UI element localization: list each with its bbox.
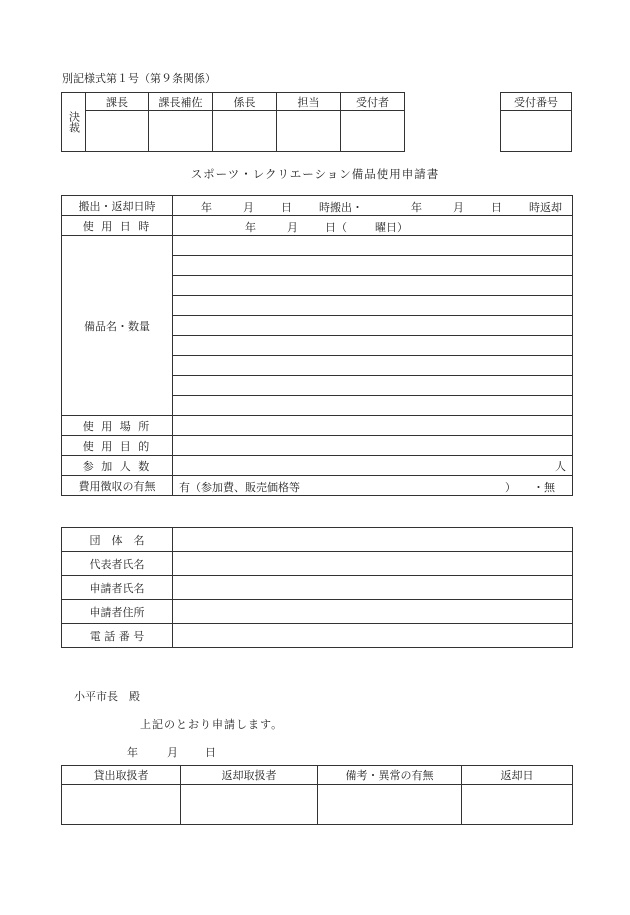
approval-col-kacho: 課長 <box>86 93 149 111</box>
use-date-day: 日（ <box>325 221 347 234</box>
group-name-field[interactable] <box>173 528 573 552</box>
participants-label: 参 加 人 数 <box>62 456 173 476</box>
applicant-name-field[interactable] <box>173 576 573 600</box>
equipment-line[interactable] <box>173 256 573 276</box>
carry-out-month: 月 <box>243 201 254 214</box>
carry-out-time: 時搬出・ <box>319 201 363 214</box>
carry-label: 搬出・返却日時 <box>62 196 173 216</box>
carry-datetime-field[interactable] <box>173 196 573 216</box>
remarks-field[interactable] <box>318 785 462 825</box>
returner-label: 返却取扱者 <box>181 766 318 785</box>
fee-close-paren: ） <box>505 481 516 494</box>
form-title: スポーツ・レクリエーション備品使用申請書 <box>190 167 440 181</box>
stamp-cell[interactable] <box>341 111 405 152</box>
handling-table <box>61 765 573 825</box>
fee-label: 費用徴収の有無 <box>62 476 173 496</box>
returner-field[interactable] <box>181 785 318 825</box>
main-table <box>61 195 573 496</box>
place-field[interactable] <box>173 416 573 436</box>
approval-col-kakaricho: 係長 <box>213 93 277 111</box>
equipment-line[interactable] <box>173 236 573 256</box>
return-year: 年 <box>411 201 422 214</box>
return-date-field[interactable] <box>462 785 573 825</box>
equipment-line[interactable] <box>173 276 573 296</box>
fee-yes-text: 有（参加費、販売価格等 <box>179 481 300 494</box>
use-date-year: 年 <box>245 221 256 234</box>
carry-out-day: 日 <box>281 201 292 214</box>
date-year: 年 <box>127 746 138 759</box>
return-month: 月 <box>453 201 464 214</box>
date-day: 日 <box>205 746 216 759</box>
return-day: 日 <box>491 201 502 214</box>
equipment-line[interactable] <box>173 376 573 396</box>
statement: 上記のとおり申請します。 <box>140 718 284 731</box>
use-date-label: 使 用 日 時 <box>62 216 173 236</box>
place-label: 使 用 場 所 <box>62 416 173 436</box>
date-month: 月 <box>167 746 178 759</box>
representative-field[interactable] <box>173 552 573 576</box>
equipment-line[interactable] <box>173 296 573 316</box>
stamp-cell[interactable] <box>149 111 213 152</box>
fee-field[interactable] <box>173 476 573 496</box>
phone-field[interactable] <box>173 624 573 648</box>
participants-unit: 人 <box>555 459 566 473</box>
receipt-number-label: 受付番号 <box>501 93 572 111</box>
equipment-line[interactable] <box>173 336 573 356</box>
purpose-field[interactable] <box>173 436 573 456</box>
approval-table <box>61 92 405 152</box>
fee-no-text: ・無 <box>533 481 555 494</box>
group-name-label: 団 体 名 <box>62 528 173 552</box>
applicant-address-field[interactable] <box>173 600 573 624</box>
addressee: 小平市長 殿 <box>74 690 140 703</box>
return-date-label: 返却日 <box>462 766 573 785</box>
remarks-label: 備考・異常の有無 <box>318 766 462 785</box>
phone-label: 電 話 番 号 <box>62 624 173 648</box>
receipt-number-field[interactable] <box>501 111 572 152</box>
equipment-line[interactable] <box>173 356 573 376</box>
use-date-month: 月 <box>287 221 298 234</box>
kessai-label: 決裁 <box>62 93 86 152</box>
applicant-name-label: 申請者氏名 <box>62 576 173 600</box>
stamp-cell[interactable] <box>277 111 341 152</box>
approval-col-tanto: 担当 <box>277 93 341 111</box>
approval-col-uketsuke: 受付者 <box>341 93 405 111</box>
carry-out-year: 年 <box>201 201 212 214</box>
representative-label: 代表者氏名 <box>62 552 173 576</box>
applicant-address-label: 申請者住所 <box>62 600 173 624</box>
lender-field[interactable] <box>62 785 181 825</box>
stamp-cell[interactable] <box>86 111 149 152</box>
return-time: 時返却 <box>529 201 562 214</box>
purpose-label: 使 用 目 的 <box>62 436 173 456</box>
form-number: 別記様式第１号（第９条関係） <box>62 72 216 85</box>
participants-field[interactable] <box>173 456 573 476</box>
use-date-weekday: 曜日） <box>375 221 408 234</box>
use-date-field[interactable] <box>173 216 573 236</box>
lender-label: 貸出取扱者 <box>62 766 181 785</box>
receipt-number-table <box>500 92 572 152</box>
equipment-label: 備品名・数量 <box>62 236 173 416</box>
equipment-line[interactable] <box>173 396 573 416</box>
equipment-line[interactable] <box>173 316 573 336</box>
approval-col-hosa: 課長補佐 <box>149 93 213 111</box>
stamp-cell[interactable] <box>213 111 277 152</box>
applicant-table <box>61 527 573 648</box>
